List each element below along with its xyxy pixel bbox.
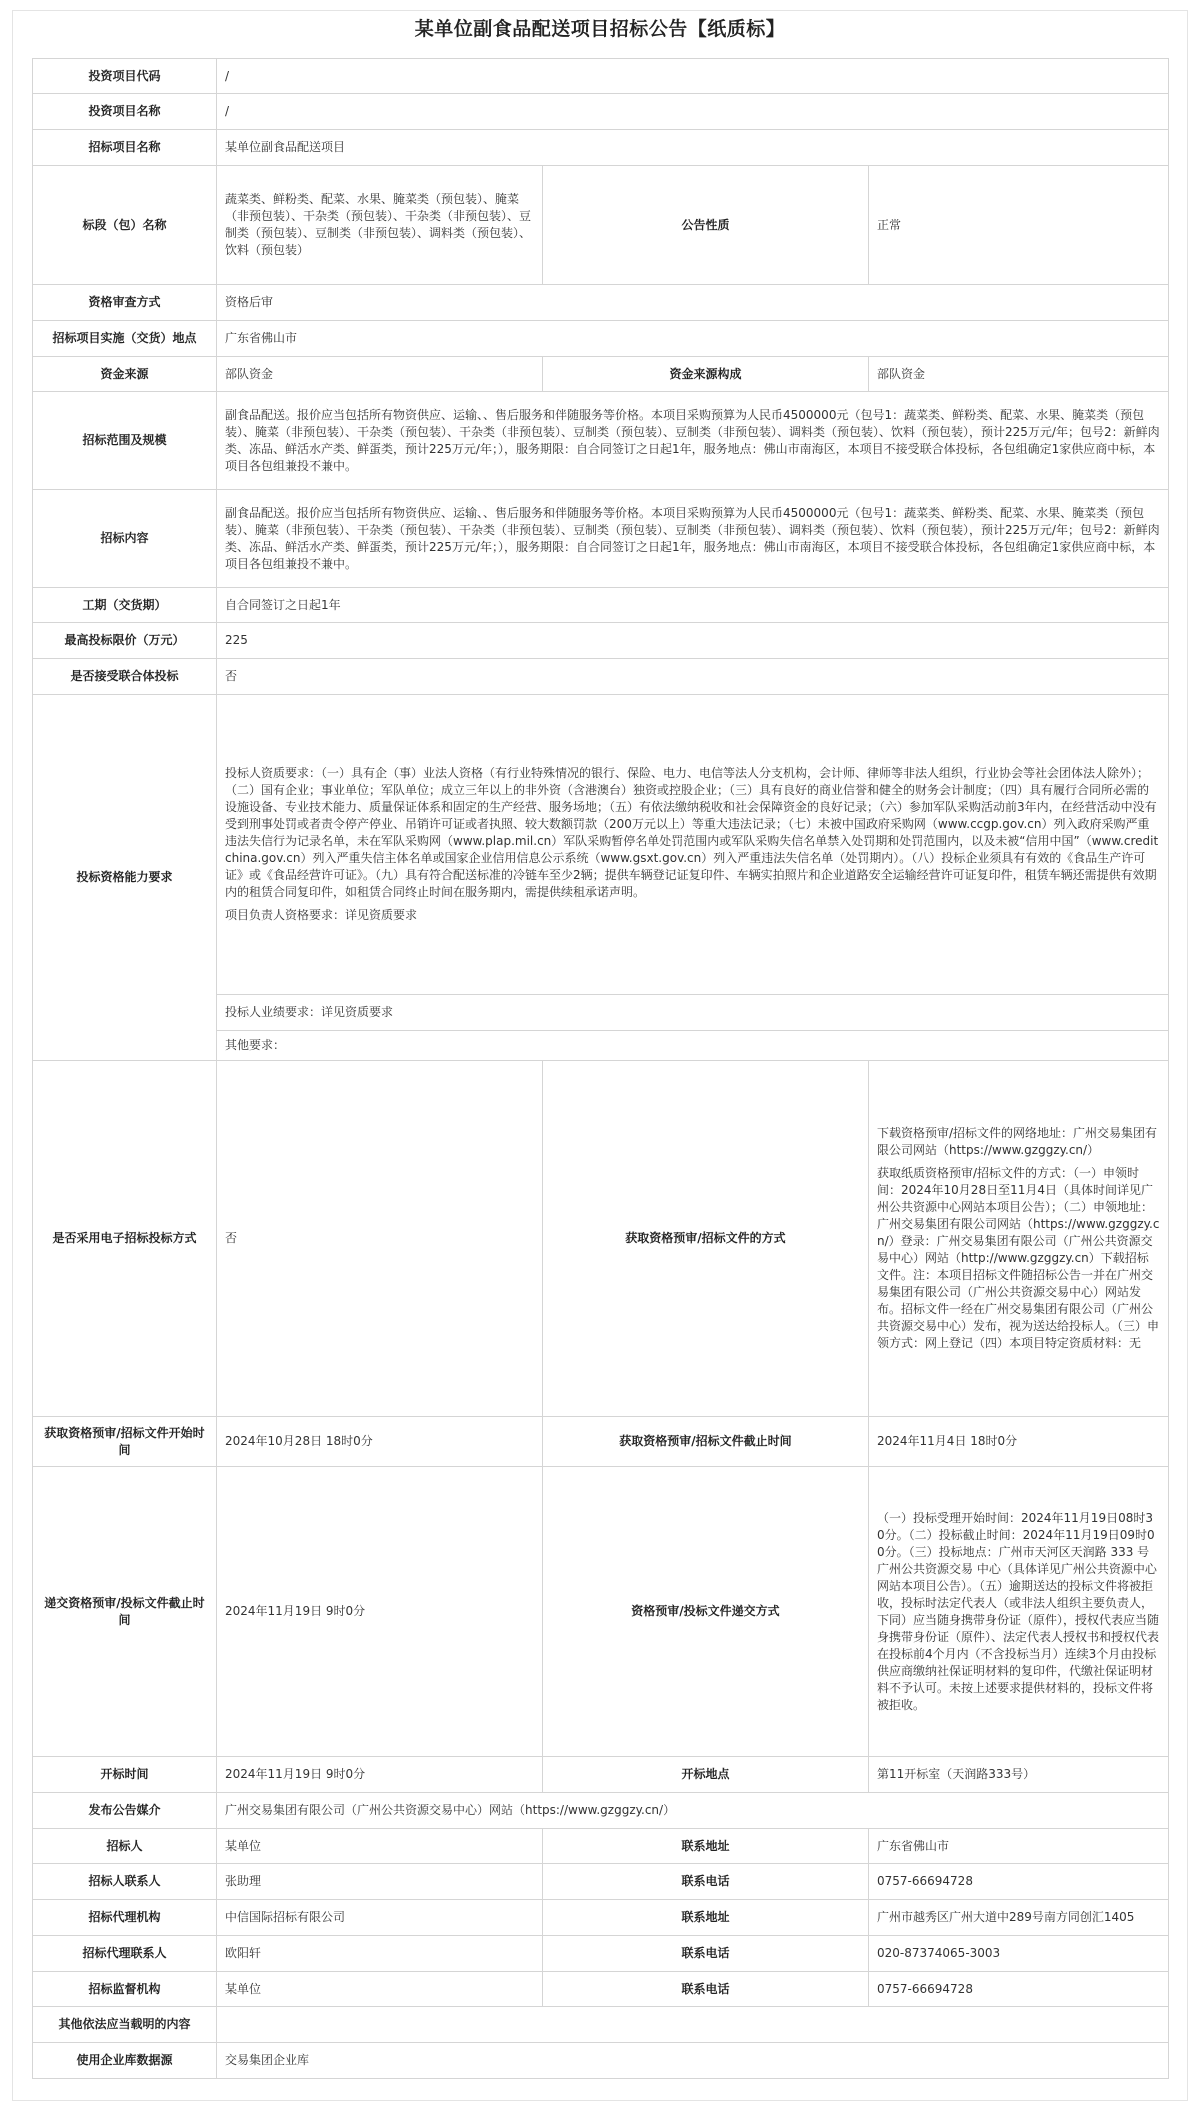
scope-label: 招标范围及规模 <box>33 392 217 490</box>
max-price-label: 最高投标限价（万元） <box>33 623 217 659</box>
table-row <box>33 1417 1169 1467</box>
content-value: 副食品配送。报价应当包括所有物资供应、运输、、售后服务和伴随服务等价格。本项目采购预算为人民币4500000元（包号1：蔬菜类、鲜粉类、配菜、水果、腌菜类（预包装）、腌菜（非预包装）、干杂类（预包装）、干杂类（非预包装）、豆制类（预包装）、豆制类（非预包装）、调料类（预包装）、饮料（预包装），预计225万元/年；包号2：新鲜肉类、冻品、鲜活水产类、鲜蛋类，预计225万元/年；），服务期限：自合同签订之日起1年，服务地点：佛山市南海区，本项目不接受联合体投标，各包组确定1家供应商中标，本项目各包组兼投不兼中。 <box>217 490 1169 588</box>
table-row <box>33 1061 1169 1417</box>
supervisor-phone-value: 0757-66694728 <box>869 1972 1169 2007</box>
table-row <box>33 623 1169 659</box>
section-name-value: 蔬菜类、鲜粉类、配菜、水果、腌菜类（预包装）、腌菜（非预包装）、干杂类（预包装）、干杂类（非预包装）、豆制类（预包装）、豆制类（非预包装）、调料类（预包装）、饮料（预包装） <box>217 166 543 285</box>
table-row <box>33 166 1169 285</box>
media-value: 广州交易集团有限公司（广州公共资源交易中心）网站（https://www.gzggzy.cn/） <box>217 1793 1169 1829</box>
tenderer-address-value: 广东省佛山市 <box>869 1829 1169 1864</box>
location-value: 广东省佛山市 <box>217 321 1169 357</box>
table-row <box>33 2007 1169 2043</box>
tenderer-value: 某单位 <box>217 1829 543 1864</box>
table-row <box>33 490 1169 588</box>
other-content-label: 其他依法应当载明的内容 <box>33 2007 217 2043</box>
fund-composition-label: 资金来源构成 <box>543 357 869 392</box>
fund-source-label: 资金来源 <box>33 357 217 392</box>
supervisor-value: 某单位 <box>217 1972 543 2007</box>
qualification-label: 投标资格能力要求 <box>33 695 217 1061</box>
duration-label: 工期（交货期） <box>33 588 217 623</box>
qualification-review-value: 资格后审 <box>217 285 1169 321</box>
notice-nature-value: 正常 <box>869 166 1169 285</box>
table-row <box>33 130 1169 166</box>
opening-time-label: 开标时间 <box>33 1757 217 1793</box>
opening-place-label: 开标地点 <box>543 1757 869 1793</box>
tenderer-phone-label: 联系电话 <box>543 1864 869 1900</box>
obtain-method-detail: 获取纸质资格预审/招标文件的方式：（一）申领时间：2024年10月28日至11月4日（具体时间详见广州公共资源中心网站本项目公告）；（二）申领地址：广州交易集团有限公司网站（https://www.gzggzy.cn/）登录：广州交易集团有限公司（广州公共资源交易中心）网站（http://www.gzggzy.cn）下载招标文件。注：本项目招标文件随招标公告一并在广州交易集团有限公司（广州公共资源交易中心）网站发布。招标文件一经在广州交易集团有限公司（广州公共资源交易中心）发布，视为送达给投标人。（三）申领方式：网上登记（四）本项目特定资质材料：无 <box>877 1166 1160 1350</box>
table-row <box>33 59 1169 94</box>
obtain-end-value: 2024年11月4日 18时0分 <box>869 1417 1169 1467</box>
table-row <box>33 1900 1169 1936</box>
table-row <box>33 94 1169 130</box>
supervisor-label: 招标监督机构 <box>33 1972 217 2007</box>
agency-address-value: 广州市越秀区广州大道中289号南方同创汇1405 <box>869 1900 1169 1936</box>
table-row <box>33 2043 1169 2079</box>
table-row <box>33 357 1169 392</box>
table-row <box>33 1972 1169 2007</box>
table-row <box>33 1757 1169 1793</box>
table-row <box>33 1467 1169 1757</box>
investment-name-value: / <box>217 94 1169 130</box>
table-row <box>33 695 1169 995</box>
table-row <box>33 321 1169 357</box>
other-content-value <box>217 2007 1169 2043</box>
agency-label: 招标代理机构 <box>33 1900 217 1936</box>
table-row <box>33 588 1169 623</box>
bidder-requirements: 投标人资质要求：（一）具有企（事）业法人资格（有行业特殊情况的银行、保险、电力、电信等法人分支机构，会计师、律师等非法人组织，行业协会等社会团体法人除外）；（二）国有企业；事业单位；军队单位；成立三年以上的非外资（含港澳台）独资或控股企业；（三）具有良好的商业信誉和健全的财务会计制度；（四）具有履行合同所必需的设施设备、专业技术能力、质量保证体系和固定的生产经营、服务场地；（五）有依法缴纳税收和社会保障资金的良好记录；（六）参加军队采购活动前3年内，在经营活动中没有受到刑事处罚或者责令停产停业、吊销许可证或者执照、较大数额罚款（200万元以上）等重大违法记录；（七）未被中国政府采购网（www.ccgp.gov.cn）列入政府采购严重违法失信行为记录名单，未在军队采购网（www.plap.mil.cn）军队采购暂停名单处罚范围内或军队采购失信名单禁入处罚期和处罚范围内，以及未被“信用中国”（www.creditchina.gov.cn）列入严重失信主体名单或国家企业信用信息公示系统（www.gsxt.gov.cn）列入严重违法失信名单（处罚期内）。（八）投标企业须具有有效的《食品生产许可证》或《食品经营许可证》。（九）具有符合配送标准的冷链车至少2辆；提供车辆登记证复印件、车辆实拍照片和企业道路安全运输经营许可证复印件，租赁车辆还需提供有效期内的租赁合同复印件，如租赁合同终止时间在服务期内，需提供续租承诺声明。 <box>225 766 1159 899</box>
agency-address-label: 联系地址 <box>543 1900 869 1936</box>
agency-phone-value: 020-87374065-3003 <box>869 1936 1169 1972</box>
scope-value: 副食品配送。报价应当包括所有物资供应、运输、、售后服务和伴随服务等价格。本项目采购预算为人民币4500000元（包号1：蔬菜类、鲜粉类、配菜、水果、腌菜类（预包装）、腌菜（非预包装）、干杂类（预包装）、干杂类（非预包装）、豆制类（预包装）、豆制类（非预包装）、调料类（预包装）、饮料（预包装），预计225万元/年；包号2：新鲜肉类、冻品、鲜活水产类、鲜蛋类，预计225万元/年；），服务期限：自合同签订之日起1年，服务地点：佛山市南海区，本项目不接受联合体投标，各包组确定1家供应商中标，本项目各包组兼投不兼中。 <box>217 392 1169 490</box>
table-row <box>33 1829 1169 1864</box>
obtain-method-label: 获取资格预审/招标文件的方式 <box>543 1061 869 1417</box>
table-row <box>33 392 1169 490</box>
agency-phone-label: 联系电话 <box>543 1936 869 1972</box>
table-row <box>33 659 1169 695</box>
obtain-end-label: 获取资格预审/招标文件截止时间 <box>543 1417 869 1467</box>
submit-method-value: （一）投标受理开始时间：2024年11月19日08时30分。（二）投标截止时间：2024年11月19日09时00分。（三）投标地点：广州市天河区天润路 333 号广州公共资源交易 中心（具体详见广州公共资源中心网站本项目公告）。（五）逾期送达的投标文件将被拒收，投标时法定代表人（或非法人组织主要负责人，下同）应当随身携带身份证（原件），授权代表应当随身携带身份证（原件）、法定代表人授权书和授权代表在投标前4个月内（不含投标当月）连续3个月由投标供应商缴纳社保证明材料的复印件，代缴社保证明材料不予认可。未按上述要求提供材料的，投标文件将被拒收。 <box>869 1467 1169 1757</box>
investment-name-label: 投资项目名称 <box>33 94 217 130</box>
fund-source-value: 部队资金 <box>217 357 543 392</box>
investment-code-label: 投资项目代码 <box>33 59 217 94</box>
content-label: 招标内容 <box>33 490 217 588</box>
table-row <box>33 285 1169 321</box>
enterprise-db-label: 使用企业库数据源 <box>33 2043 217 2079</box>
tenderer-contact-label: 招标人联系人 <box>33 1864 217 1900</box>
obtain-start-value: 2024年10月28日 18时0分 <box>217 1417 543 1467</box>
performance-requirements: 投标人业绩要求：详见资质要求 <box>217 995 1169 1031</box>
table-row <box>33 1936 1169 1972</box>
tenderer-phone-value: 0757-66694728 <box>869 1864 1169 1900</box>
consortium-label: 是否接受联合体投标 <box>33 659 217 695</box>
consortium-value: 否 <box>217 659 1169 695</box>
notice-nature-label: 公告性质 <box>543 166 869 285</box>
submit-deadline-label: 递交资格预审/投标文件截止时间 <box>33 1467 217 1757</box>
opening-time-value: 2024年11月19日 9时0分 <box>217 1757 543 1793</box>
other-requirements: 其他要求： <box>217 1031 1169 1061</box>
table-row <box>33 1864 1169 1900</box>
section-name-label: 标段（包）名称 <box>33 166 217 285</box>
enterprise-db-value: 交易集团企业库 <box>217 2043 1169 2079</box>
fund-composition-value: 部队资金 <box>869 357 1169 392</box>
qualification-review-label: 资格审查方式 <box>33 285 217 321</box>
manager-requirements: 项目负责人资格要求：详见资质要求 <box>225 908 418 922</box>
media-label: 发布公告媒介 <box>33 1793 217 1829</box>
agency-value: 中信国际招标有限公司 <box>217 1900 543 1936</box>
location-label: 招标项目实施（交货）地点 <box>33 321 217 357</box>
tenderer-contact-value: 张助理 <box>217 1864 543 1900</box>
supervisor-phone-label: 联系电话 <box>543 1972 869 2007</box>
tenderer-label: 招标人 <box>33 1829 217 1864</box>
max-price-value: 225 <box>217 623 1169 659</box>
agency-contact-label: 招标代理联系人 <box>33 1936 217 1972</box>
electronic-value: 否 <box>217 1061 543 1417</box>
qualification-value <box>217 695 1169 995</box>
notice-table <box>32 58 1169 2079</box>
investment-code-value: / <box>217 59 1169 94</box>
tender-project-name-value: 某单位副食品配送项目 <box>217 130 1169 166</box>
page-title: 某单位副食品配送项目招标公告【纸质标】 <box>414 18 786 40</box>
duration-value: 自合同签订之日起1年 <box>217 588 1169 623</box>
download-address: 下载资格预审/招标文件的网络地址：广州交易集团有限公司网站（https://www.gzggzy.cn/） <box>877 1126 1158 1157</box>
table-row <box>33 1793 1169 1829</box>
tenderer-address-label: 联系地址 <box>543 1829 869 1864</box>
agency-contact-value: 欧阳轩 <box>217 1936 543 1972</box>
electronic-label: 是否采用电子招标投标方式 <box>33 1061 217 1417</box>
submit-deadline-value: 2024年11月19日 9时0分 <box>217 1467 543 1757</box>
tender-project-name-label: 招标项目名称 <box>33 130 217 166</box>
obtain-method-value <box>869 1061 1169 1417</box>
opening-place-value: 第11开标室（天润路333号） <box>869 1757 1169 1793</box>
obtain-start-label: 获取资格预审/招标文件开始时间 <box>33 1417 217 1467</box>
submit-method-label: 资格预审/投标文件递交方式 <box>543 1467 869 1757</box>
